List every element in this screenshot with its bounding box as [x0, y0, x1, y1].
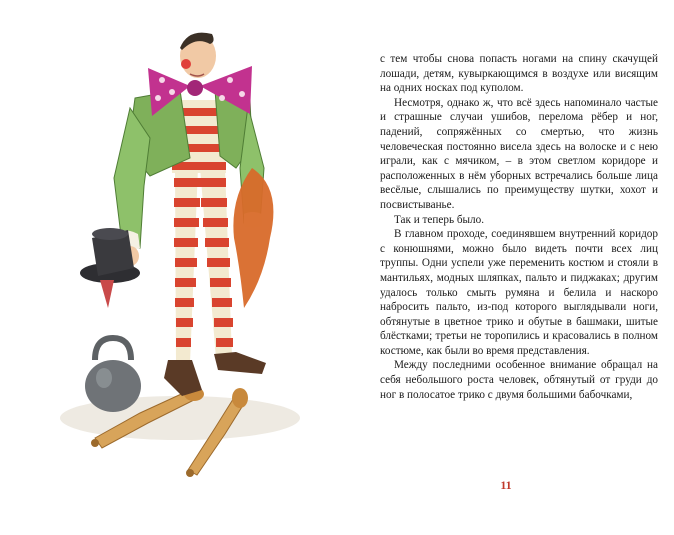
page-number: 11	[500, 478, 512, 492]
right-page	[337, 0, 674, 535]
paragraph: с тем чтобы снова попасть ногами на спину скачущей лошади, детям, кувыркающимся в воздухе или висящим на одних носках под куполом.	[380, 53, 658, 95]
red-nose-icon	[181, 59, 191, 69]
paragraph: Между последними особенное внимание обращал на себя небольшого роста человек, обтянутый от груди до ног в полосатое трико с двумя большими бабочками,	[380, 359, 658, 401]
kettlebell-icon	[85, 338, 141, 412]
body-text	[380, 52, 658, 402]
clown-illustration	[40, 18, 320, 488]
paragraph: Так и теперь было.	[394, 213, 485, 226]
paragraph: В главном проходе, соединявшем внутренний коридор с конюшнями, можно было видеть почти всех лиц труппы. Одни успели уже переменить костюм и стояли в мантильях, модных шляпках, пальто и пиджаках; другим удалось только смыть румяна и белила и наскоро набросить пальто, из-под которого выглядывали ноги, обтянутые в цветное трико и обутые в башмаки, шитые блёстками; третьи не торопились и красовались в полном костюме, как были во время представления.	[380, 228, 658, 357]
clown-head	[180, 33, 216, 78]
striped-legs	[174, 168, 233, 363]
red-plume	[233, 168, 273, 308]
shoe-icon	[214, 352, 266, 374]
shoe-icon	[164, 360, 202, 396]
paragraph: Несмотря, однако ж, что всё здесь напоминало частые и страшные случаи ушибов, перелома рёбер и ног, падений, сопряжённых со смертью, что жизнь человеческая постоянно висела здесь на волоске и с нею играли, как с мячиком, – в этом светлом коридоре и расположенных в нём уборных встречались больше лица весёлые, слышались по преимуществу шутки, хохот и посвистыванье.	[380, 96, 658, 211]
